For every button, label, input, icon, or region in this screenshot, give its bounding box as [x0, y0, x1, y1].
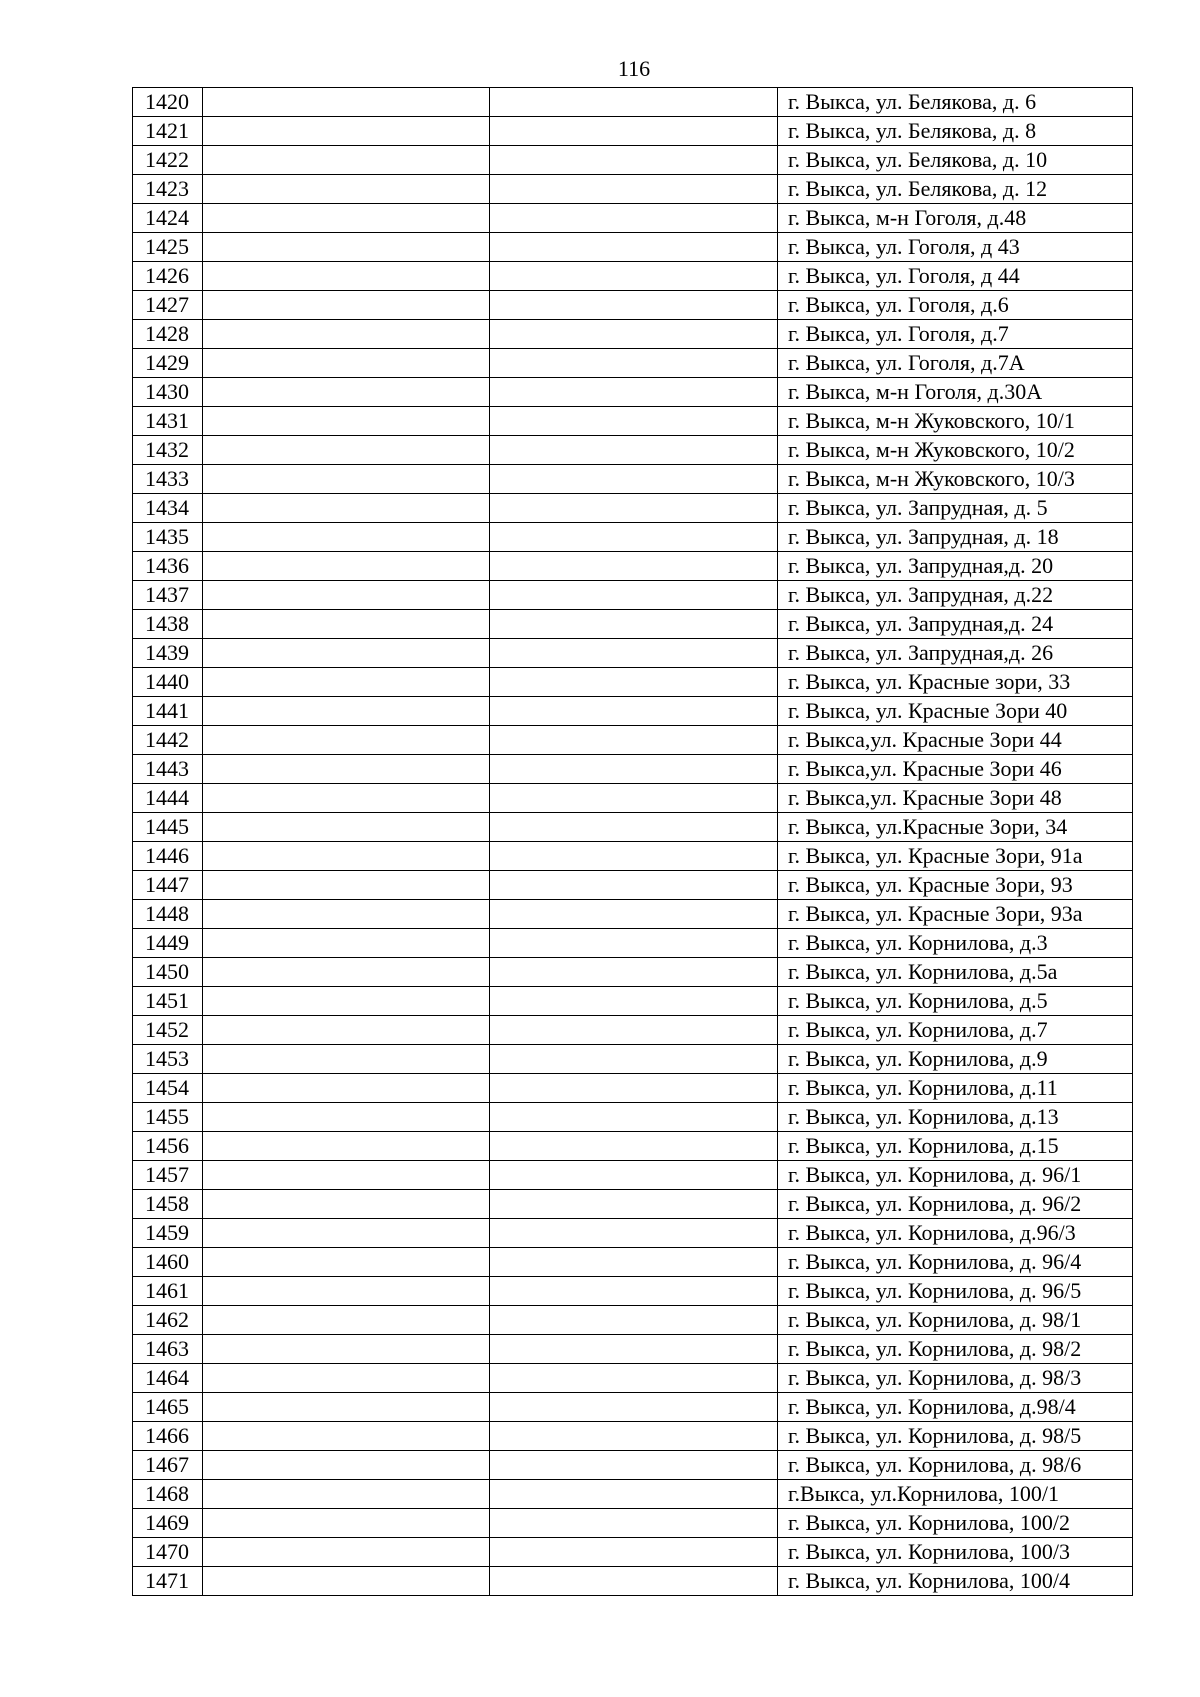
row-number-cell: 1427 — [133, 291, 203, 320]
table-row — [133, 1016, 1133, 1045]
empty-cell — [490, 1509, 778, 1538]
empty-cell — [490, 465, 778, 494]
address-cell: г. Выкса, ул. Корнилова, 100/4 — [778, 1567, 1133, 1596]
table-row — [133, 407, 1133, 436]
address-cell: г. Выкса, ул. Корнилова, д. 98/5 — [778, 1422, 1133, 1451]
table-row — [133, 233, 1133, 262]
empty-cell — [490, 1422, 778, 1451]
empty-cell — [203, 726, 490, 755]
address-cell: г. Выкса, ул. Запрудная, д. 5 — [778, 494, 1133, 523]
empty-cell — [490, 1567, 778, 1596]
empty-cell — [490, 291, 778, 320]
table-row — [133, 494, 1133, 523]
empty-cell — [490, 1335, 778, 1364]
empty-cell — [203, 697, 490, 726]
empty-cell — [203, 871, 490, 900]
empty-cell — [203, 1248, 490, 1277]
address-table — [132, 87, 1133, 1596]
empty-cell — [203, 1016, 490, 1045]
empty-cell — [203, 262, 490, 291]
row-number-cell: 1464 — [133, 1364, 203, 1393]
row-number-cell: 1466 — [133, 1422, 203, 1451]
table-row — [133, 929, 1133, 958]
address-cell: г. Выкса, ул. Корнилова, 100/2 — [778, 1509, 1133, 1538]
empty-cell — [490, 117, 778, 146]
empty-cell — [490, 378, 778, 407]
table-row — [133, 784, 1133, 813]
table-row — [133, 1567, 1133, 1596]
empty-cell — [203, 1509, 490, 1538]
empty-cell — [490, 900, 778, 929]
empty-cell — [203, 581, 490, 610]
address-cell: г. Выкса, ул. Белякова, д. 8 — [778, 117, 1133, 146]
empty-cell — [203, 842, 490, 871]
table-row — [133, 1335, 1133, 1364]
address-cell: г. Выкса, ул. Красные Зори, 93 — [778, 871, 1133, 900]
empty-cell — [490, 1219, 778, 1248]
empty-cell — [203, 1045, 490, 1074]
row-number-cell: 1447 — [133, 871, 203, 900]
address-cell: г. Выкса, ул. Корнилова, д.11 — [778, 1074, 1133, 1103]
address-cell: г. Выкса, ул. Корнилова, д. 96/2 — [778, 1190, 1133, 1219]
empty-cell — [203, 552, 490, 581]
row-number-cell: 1463 — [133, 1335, 203, 1364]
address-cell: г. Выкса, ул. Корнилова, д. 98/1 — [778, 1306, 1133, 1335]
row-number-cell: 1461 — [133, 1277, 203, 1306]
address-cell: г. Выкса, ул. Запрудная,д. 20 — [778, 552, 1133, 581]
row-number-cell: 1439 — [133, 639, 203, 668]
empty-cell — [490, 958, 778, 987]
empty-cell — [490, 1451, 778, 1480]
row-number-cell: 1425 — [133, 233, 203, 262]
address-cell: г. Выкса, м-н Гоголя, д.30А — [778, 378, 1133, 407]
address-cell: г. Выкса, ул. Корнилова, д.5а — [778, 958, 1133, 987]
empty-cell — [203, 233, 490, 262]
empty-cell — [203, 175, 490, 204]
table-row — [133, 668, 1133, 697]
empty-cell — [203, 610, 490, 639]
empty-cell — [203, 1306, 490, 1335]
table-row — [133, 1393, 1133, 1422]
table-row — [133, 1190, 1133, 1219]
address-cell: г. Выкса, ул. Корнилова, 100/3 — [778, 1538, 1133, 1567]
empty-cell — [490, 320, 778, 349]
empty-cell — [490, 523, 778, 552]
empty-cell — [203, 523, 490, 552]
address-cell: г. Выкса, ул. Корнилова, д.7 — [778, 1016, 1133, 1045]
row-number-cell: 1448 — [133, 900, 203, 929]
empty-cell — [203, 958, 490, 987]
row-number-cell: 1453 — [133, 1045, 203, 1074]
table-row — [133, 378, 1133, 407]
empty-cell — [203, 1422, 490, 1451]
address-cell: г. Выкса, м-н Жуковского, 10/3 — [778, 465, 1133, 494]
row-number-cell: 1434 — [133, 494, 203, 523]
row-number-cell: 1431 — [133, 407, 203, 436]
table-row — [133, 465, 1133, 494]
row-number-cell: 1467 — [133, 1451, 203, 1480]
table-row — [133, 262, 1133, 291]
row-number-cell: 1435 — [133, 523, 203, 552]
empty-cell — [490, 436, 778, 465]
empty-cell — [490, 552, 778, 581]
empty-cell — [203, 1480, 490, 1509]
empty-cell — [203, 1132, 490, 1161]
table-row — [133, 755, 1133, 784]
empty-cell — [203, 1538, 490, 1567]
empty-cell — [490, 1016, 778, 1045]
empty-cell — [203, 291, 490, 320]
table-row — [133, 88, 1133, 117]
empty-cell — [490, 1364, 778, 1393]
empty-cell — [203, 1567, 490, 1596]
table-row — [133, 349, 1133, 378]
address-cell: г. Выкса, ул. Корнилова, д.5 — [778, 987, 1133, 1016]
address-cell: г.Выкса, ул.Корнилова, 100/1 — [778, 1480, 1133, 1509]
empty-cell — [203, 929, 490, 958]
row-number-cell: 1457 — [133, 1161, 203, 1190]
empty-cell — [203, 436, 490, 465]
address-cell: г. Выкса, ул. Белякова, д. 10 — [778, 146, 1133, 175]
empty-cell — [490, 987, 778, 1016]
table-row — [133, 1538, 1133, 1567]
table-row — [133, 842, 1133, 871]
empty-cell — [203, 465, 490, 494]
table-row — [133, 523, 1133, 552]
address-cell: г. Выкса, ул. Гоголя, д.7А — [778, 349, 1133, 378]
empty-cell — [203, 349, 490, 378]
table-row — [133, 581, 1133, 610]
empty-cell — [490, 146, 778, 175]
empty-cell — [490, 610, 778, 639]
table-row — [133, 1132, 1133, 1161]
row-number-cell: 1421 — [133, 117, 203, 146]
row-number-cell: 1441 — [133, 697, 203, 726]
empty-cell — [203, 1074, 490, 1103]
table-row — [133, 1219, 1133, 1248]
empty-cell — [490, 88, 778, 117]
empty-cell — [490, 233, 778, 262]
address-cell: г. Выкса, ул. Корнилова, д. 98/3 — [778, 1364, 1133, 1393]
address-table-body — [133, 88, 1133, 1596]
table-row — [133, 813, 1133, 842]
address-cell: г. Выкса, ул. Корнилова, д. 96/4 — [778, 1248, 1133, 1277]
empty-cell — [490, 784, 778, 813]
table-row — [133, 175, 1133, 204]
empty-cell — [490, 581, 778, 610]
empty-cell — [203, 1103, 490, 1132]
row-number-cell: 1460 — [133, 1248, 203, 1277]
address-cell: г. Выкса, ул.Красные Зори, 34 — [778, 813, 1133, 842]
empty-cell — [490, 871, 778, 900]
table-row — [133, 987, 1133, 1016]
empty-cell — [203, 1335, 490, 1364]
empty-cell — [203, 1161, 490, 1190]
empty-cell — [203, 204, 490, 233]
row-number-cell: 1469 — [133, 1509, 203, 1538]
row-number-cell: 1445 — [133, 813, 203, 842]
row-number-cell: 1426 — [133, 262, 203, 291]
table-row — [133, 1074, 1133, 1103]
empty-cell — [490, 407, 778, 436]
row-number-cell: 1449 — [133, 929, 203, 958]
empty-cell — [490, 1306, 778, 1335]
row-number-cell: 1443 — [133, 755, 203, 784]
table-row — [133, 117, 1133, 146]
row-number-cell: 1422 — [133, 146, 203, 175]
table-row — [133, 1248, 1133, 1277]
address-cell: г. Выкса, ул. Белякова, д. 6 — [778, 88, 1133, 117]
row-number-cell: 1432 — [133, 436, 203, 465]
row-number-cell: 1468 — [133, 1480, 203, 1509]
row-number-cell: 1452 — [133, 1016, 203, 1045]
empty-cell — [203, 755, 490, 784]
empty-cell — [490, 262, 778, 291]
table-row — [133, 1306, 1133, 1335]
row-number-cell: 1428 — [133, 320, 203, 349]
page-number: 116 — [617, 56, 651, 81]
address-cell: г. Выкса, м-н Жуковского, 10/1 — [778, 407, 1133, 436]
row-number-cell: 1442 — [133, 726, 203, 755]
address-cell: г. Выкса, ул. Корнилова, д.15 — [778, 1132, 1133, 1161]
row-number-cell: 1471 — [133, 1567, 203, 1596]
table-row — [133, 1103, 1133, 1132]
address-cell: г. Выкса, ул. Корнилова, д.13 — [778, 1103, 1133, 1132]
address-cell: г. Выкса, ул. Корнилова, д.3 — [778, 929, 1133, 958]
table-row — [133, 1277, 1133, 1306]
row-number-cell: 1424 — [133, 204, 203, 233]
table-row — [133, 552, 1133, 581]
empty-cell — [490, 668, 778, 697]
address-cell: г. Выкса, ул. Гоголя, д 44 — [778, 262, 1133, 291]
table-row — [133, 726, 1133, 755]
empty-cell — [490, 1190, 778, 1219]
table-row — [133, 436, 1133, 465]
empty-cell — [203, 900, 490, 929]
address-cell: г. Выкса, ул. Корнилова, д. 96/1 — [778, 1161, 1133, 1190]
row-number-cell: 1451 — [133, 987, 203, 1016]
address-cell: г. Выкса, ул. Запрудная,д. 26 — [778, 639, 1133, 668]
address-cell: г. Выкса, ул. Красные зори, 33 — [778, 668, 1133, 697]
empty-cell — [203, 117, 490, 146]
address-cell: г. Выкса,ул. Красные Зори 46 — [778, 755, 1133, 784]
empty-cell — [203, 1277, 490, 1306]
row-number-cell: 1459 — [133, 1219, 203, 1248]
empty-cell — [203, 494, 490, 523]
table-row — [133, 610, 1133, 639]
row-number-cell: 1446 — [133, 842, 203, 871]
empty-cell — [203, 320, 490, 349]
empty-cell — [490, 697, 778, 726]
row-number-cell: 1454 — [133, 1074, 203, 1103]
table-row — [133, 900, 1133, 929]
address-cell: г. Выкса, ул. Корнилова, д. 98/2 — [778, 1335, 1133, 1364]
empty-cell — [490, 1161, 778, 1190]
address-cell: г. Выкса, ул. Корнилова, д. 98/6 — [778, 1451, 1133, 1480]
row-number-cell: 1450 — [133, 958, 203, 987]
table-row — [133, 1480, 1133, 1509]
row-number-cell: 1433 — [133, 465, 203, 494]
empty-cell — [490, 755, 778, 784]
empty-cell — [203, 639, 490, 668]
empty-cell — [490, 204, 778, 233]
empty-cell — [490, 1538, 778, 1567]
row-number-cell: 1440 — [133, 668, 203, 697]
row-number-cell: 1430 — [133, 378, 203, 407]
table-row — [133, 1451, 1133, 1480]
empty-cell — [203, 987, 490, 1016]
table-row — [133, 1422, 1133, 1451]
row-number-cell: 1420 — [133, 88, 203, 117]
address-cell: г. Выкса,ул. Красные Зори 44 — [778, 726, 1133, 755]
address-cell: г. Выкса, ул. Гоголя, д 43 — [778, 233, 1133, 262]
empty-cell — [203, 1364, 490, 1393]
row-number-cell: 1423 — [133, 175, 203, 204]
row-number-cell: 1470 — [133, 1538, 203, 1567]
table-row — [133, 291, 1133, 320]
address-cell: г. Выкса, м-н Жуковского, 10/2 — [778, 436, 1133, 465]
row-number-cell: 1429 — [133, 349, 203, 378]
empty-cell — [490, 1248, 778, 1277]
empty-cell — [490, 639, 778, 668]
address-cell: г. Выкса,ул. Красные Зори 48 — [778, 784, 1133, 813]
empty-cell — [490, 1277, 778, 1306]
empty-cell — [490, 929, 778, 958]
address-cell: г. Выкса, ул. Запрудная, д. 18 — [778, 523, 1133, 552]
address-cell: г. Выкса, ул. Запрудная, д.22 — [778, 581, 1133, 610]
table-row — [133, 320, 1133, 349]
table-row — [133, 871, 1133, 900]
empty-cell — [203, 146, 490, 175]
empty-cell — [203, 668, 490, 697]
empty-cell — [490, 1480, 778, 1509]
address-cell: г. Выкса, ул. Красные Зори, 93а — [778, 900, 1133, 929]
address-cell: г. Выкса, ул. Корнилова, д.98/4 — [778, 1393, 1133, 1422]
address-cell: г. Выкса, ул. Красные Зори 40 — [778, 697, 1133, 726]
empty-cell — [203, 407, 490, 436]
empty-cell — [490, 349, 778, 378]
address-cell: г. Выкса, ул. Корнилова, д.96/3 — [778, 1219, 1133, 1248]
empty-cell — [203, 1219, 490, 1248]
empty-cell — [203, 88, 490, 117]
empty-cell — [490, 175, 778, 204]
empty-cell — [203, 1393, 490, 1422]
empty-cell — [490, 813, 778, 842]
empty-cell — [490, 1393, 778, 1422]
address-cell: г. Выкса, ул. Корнилова, д. 96/5 — [778, 1277, 1133, 1306]
table-row — [133, 639, 1133, 668]
address-cell: г. Выкса, ул. Корнилова, д.9 — [778, 1045, 1133, 1074]
table-row — [133, 958, 1133, 987]
empty-cell — [490, 494, 778, 523]
table-row — [133, 1509, 1133, 1538]
table-row — [133, 146, 1133, 175]
row-number-cell: 1455 — [133, 1103, 203, 1132]
address-cell: г. Выкса, м-н Гоголя, д.48 — [778, 204, 1133, 233]
empty-cell — [490, 726, 778, 755]
address-cell: г. Выкса, ул. Запрудная,д. 24 — [778, 610, 1133, 639]
empty-cell — [203, 1190, 490, 1219]
empty-cell — [490, 1045, 778, 1074]
row-number-cell: 1465 — [133, 1393, 203, 1422]
row-number-cell: 1444 — [133, 784, 203, 813]
row-number-cell: 1437 — [133, 581, 203, 610]
row-number-cell: 1436 — [133, 552, 203, 581]
row-number-cell: 1438 — [133, 610, 203, 639]
empty-cell — [490, 1132, 778, 1161]
address-cell: г. Выкса, ул. Красные Зори, 91а — [778, 842, 1133, 871]
address-cell: г. Выкса, ул. Белякова, д. 12 — [778, 175, 1133, 204]
row-number-cell: 1462 — [133, 1306, 203, 1335]
address-cell: г. Выкса, ул. Гоголя, д.7 — [778, 320, 1133, 349]
table-row — [133, 697, 1133, 726]
empty-cell — [490, 1103, 778, 1132]
empty-cell — [490, 842, 778, 871]
empty-cell — [203, 1451, 490, 1480]
table-row — [133, 1161, 1133, 1190]
empty-cell — [203, 813, 490, 842]
row-number-cell: 1458 — [133, 1190, 203, 1219]
empty-cell — [490, 1074, 778, 1103]
empty-cell — [203, 784, 490, 813]
table-row — [133, 204, 1133, 233]
table-row — [133, 1364, 1133, 1393]
table-row — [133, 1045, 1133, 1074]
empty-cell — [203, 378, 490, 407]
address-cell: г. Выкса, ул. Гоголя, д.6 — [778, 291, 1133, 320]
row-number-cell: 1456 — [133, 1132, 203, 1161]
